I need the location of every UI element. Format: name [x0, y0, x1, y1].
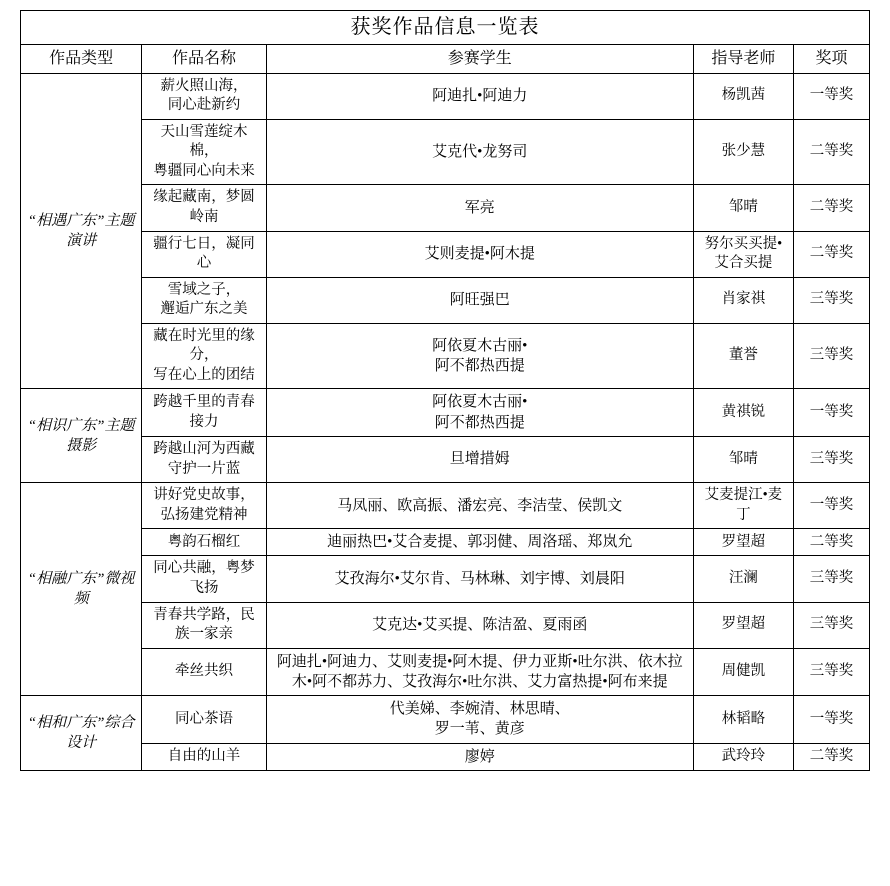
- table-row: [21, 483, 870, 529]
- category-cell: “相融广东”微视频: [21, 483, 142, 696]
- student-names: 阿迪扎•阿迪力、艾则麦提•阿木提、伊力亚斯•吐尔洪、依木拉木•阿不都苏力、艾孜海尔•吐尔洪、艾力富热提•阿布来提: [266, 648, 693, 696]
- table-body: [21, 11, 870, 771]
- work-name: 雪域之子， 邂逅广东之美: [142, 277, 266, 323]
- prize-level: 二等奖: [794, 743, 870, 770]
- prize-level: 二等奖: [794, 231, 870, 277]
- work-name: 藏在时光里的缘分， 写在心上的团结: [142, 323, 266, 389]
- student-names: 阿旺强巴: [266, 277, 693, 323]
- work-name: 跨越山河为西藏守护一片蓝: [142, 436, 266, 482]
- teacher-name: 林韬略: [693, 696, 793, 744]
- teacher-name: 艾麦提江•麦丁: [693, 483, 793, 529]
- category-cell: “相遇广东”主题演讲: [21, 73, 142, 389]
- work-name: 青春共学路，民族一家亲: [142, 602, 266, 648]
- table-row: [21, 323, 870, 389]
- table-row: [21, 436, 870, 482]
- table-row: [21, 602, 870, 648]
- category-cell: “相识广东”主题摄影: [21, 389, 142, 483]
- teacher-name: 邹晴: [693, 185, 793, 231]
- student-names: 军亮: [266, 185, 693, 231]
- category-cell: “相和广东”综合设计: [21, 696, 142, 771]
- teacher-name: 肖家祺: [693, 277, 793, 323]
- teacher-name: 邹晴: [693, 436, 793, 482]
- prize-level: 三等奖: [794, 323, 870, 389]
- teacher-name: 张少慧: [693, 119, 793, 185]
- student-names: 艾孜海尔•艾尔肯、马林琳、刘宇博、刘晨阳: [266, 556, 693, 602]
- column-header-type: 作品类型: [21, 45, 142, 74]
- work-name: 同心共融，粤梦飞扬: [142, 556, 266, 602]
- work-name: 同心茶语: [142, 696, 266, 744]
- teacher-name: 罗望超: [693, 529, 793, 556]
- student-names: 代美娣、李婉清、林思晴、 罗一苇、黄彦: [266, 696, 693, 744]
- prize-level: 一等奖: [794, 389, 870, 437]
- column-header-name: 作品名称: [142, 45, 266, 74]
- student-names: 廖婷: [266, 743, 693, 770]
- table-row: [21, 648, 870, 696]
- teacher-name: 杨凯茜: [693, 73, 793, 119]
- table-title-row: [21, 11, 870, 45]
- teacher-name: 董誉: [693, 323, 793, 389]
- prize-level: 二等奖: [794, 119, 870, 185]
- table-row: [21, 743, 870, 770]
- prize-level: 三等奖: [794, 602, 870, 648]
- student-names: 阿依夏木古丽• 阿不都热西提: [266, 389, 693, 437]
- prize-level: 二等奖: [794, 529, 870, 556]
- work-name: 薪火照山海， 同心赴新约: [142, 73, 266, 119]
- prize-level: 三等奖: [794, 277, 870, 323]
- teacher-name: 努尔买买提• 艾合买提: [693, 231, 793, 277]
- work-name: 天山雪莲绽木棉， 粤疆同心向未来: [142, 119, 266, 185]
- student-names: 马凤丽、欧高振、潘宏亮、李洁莹、侯凯文: [266, 483, 693, 529]
- prize-level: 一等奖: [794, 73, 870, 119]
- table-row: [21, 556, 870, 602]
- student-names: 艾克代•龙努司: [266, 119, 693, 185]
- student-names: 艾则麦提•阿木提: [266, 231, 693, 277]
- award-table: [20, 10, 870, 771]
- table-row: [21, 231, 870, 277]
- work-name: 讲好党史故事，弘扬建党精神: [142, 483, 266, 529]
- table-row: [21, 696, 870, 744]
- teacher-name: 汪澜: [693, 556, 793, 602]
- table-row: [21, 529, 870, 556]
- column-header-prize: 奖项: [794, 45, 870, 74]
- table-row: [21, 277, 870, 323]
- student-names: 阿迪扎•阿迪力: [266, 73, 693, 119]
- prize-level: 三等奖: [794, 556, 870, 602]
- table-row: [21, 119, 870, 185]
- teacher-name: 黄祺锐: [693, 389, 793, 437]
- teacher-name: 武玲玲: [693, 743, 793, 770]
- table-row: [21, 389, 870, 437]
- teacher-name: 罗望超: [693, 602, 793, 648]
- work-name: 缘起藏南，梦圆岭南: [142, 185, 266, 231]
- work-name: 粤韵石榴红: [142, 529, 266, 556]
- student-names: 旦增措姆: [266, 436, 693, 482]
- column-header-teacher: 指导老师: [693, 45, 793, 74]
- prize-level: 一等奖: [794, 696, 870, 744]
- prize-level: 二等奖: [794, 185, 870, 231]
- work-name: 牵丝共织: [142, 648, 266, 696]
- student-names: 阿依夏木古丽• 阿不都热西提: [266, 323, 693, 389]
- table-row: [21, 73, 870, 119]
- prize-level: 三等奖: [794, 436, 870, 482]
- table-row: [21, 185, 870, 231]
- student-names: 迪丽热巴•艾合麦提、郭羽健、周洛瑶、郑岚允: [266, 529, 693, 556]
- table-header-row: [21, 45, 870, 74]
- work-name: 跨越千里的青春接力: [142, 389, 266, 437]
- student-names: 艾克达•艾买提、陈洁盈、夏雨函: [266, 602, 693, 648]
- prize-level: 一等奖: [794, 483, 870, 529]
- prize-level: 三等奖: [794, 648, 870, 696]
- page-title: 获奖作品信息一览表: [21, 11, 870, 45]
- teacher-name: 周健凯: [693, 648, 793, 696]
- work-name: 自由的山羊: [142, 743, 266, 770]
- column-header-students: 参赛学生: [266, 45, 693, 74]
- work-name: 疆行七日，凝同心: [142, 231, 266, 277]
